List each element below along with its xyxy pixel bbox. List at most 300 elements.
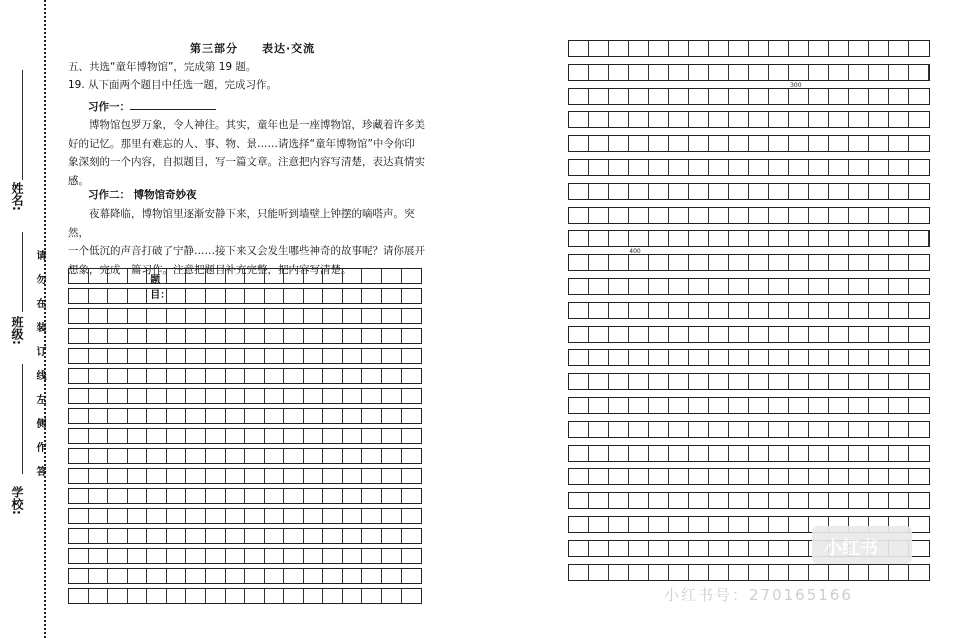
grid-cell: [729, 327, 749, 342]
grid-cell: [89, 489, 109, 503]
grid-cell: [186, 269, 206, 283]
grid-cell: [362, 309, 382, 323]
grid-cell: [343, 489, 363, 503]
grid-cell: [629, 279, 649, 294]
grid-cell: [108, 369, 128, 383]
grid-cell: [589, 231, 609, 246]
grid-cell: [265, 569, 285, 583]
grid-cell: [649, 208, 669, 223]
grid-cell: [589, 208, 609, 223]
grid-cell: [889, 422, 909, 437]
grid-cell: [669, 279, 689, 294]
grid-cell: [729, 255, 749, 270]
grid-cell: [167, 589, 187, 603]
grid-cell: [669, 565, 689, 580]
task1-line: 博物馆包罗万象，令人神往。其实，童年也是一座博物馆，珍藏着许多美: [89, 119, 425, 131]
grid-cell: [304, 589, 324, 603]
grid-cell: [128, 509, 148, 523]
grid-cell: [649, 446, 669, 461]
grid-cell: [809, 89, 829, 104]
grid-row: [568, 492, 930, 509]
grid-cell: [69, 549, 89, 563]
grid-cell: [689, 136, 709, 151]
grid-cell: [649, 469, 669, 484]
question-19: 19. 从下面两个题目中任选一题，完成习作。: [68, 79, 278, 91]
grid-cell: [402, 369, 422, 383]
grid-cell: [769, 303, 789, 318]
grid-cell: [909, 231, 929, 246]
grid-cell: [69, 589, 89, 603]
grid-row: [68, 348, 422, 364]
grid-cell: [909, 469, 929, 484]
grid-cell: [669, 184, 689, 199]
grid-cell: [323, 489, 343, 503]
grid-cell: [362, 589, 382, 603]
grid-cell: [147, 269, 171, 301]
grid-cell: [402, 429, 422, 443]
grid-cell: [649, 374, 669, 389]
grid-cell: [709, 184, 729, 199]
grid-cell: [89, 549, 109, 563]
grid-cell: [265, 549, 285, 563]
grid-cell: [789, 327, 809, 342]
grid-cell: [128, 409, 148, 423]
grid-cell: [909, 160, 929, 175]
grid-row: [568, 326, 930, 343]
grid-cell: [909, 493, 929, 508]
grid-cell: [669, 208, 689, 223]
grid-cell: [589, 350, 609, 365]
grid-cell: [809, 208, 829, 223]
grid-cell: [649, 422, 669, 437]
grid-cell: [206, 389, 226, 403]
grid-cell: [729, 112, 749, 127]
grid-row: [568, 468, 930, 485]
grid-cell: [669, 65, 689, 80]
grid-cell: [362, 509, 382, 523]
grid-cell: [629, 136, 649, 151]
task1-line: 好的记忆。那里有难忘的人、事、物、景……请选择“童年博物馆”中令你印: [68, 137, 415, 150]
grid-cell: [649, 160, 669, 175]
grid-cell: [769, 446, 789, 461]
grid-cell: [809, 374, 829, 389]
task2-heading: [88, 186, 197, 204]
grid-cell: [749, 255, 769, 270]
grid-cell: [89, 269, 109, 283]
grid-cell: [69, 409, 89, 423]
grid-cell: [89, 429, 109, 443]
grid-cell: [589, 112, 609, 127]
grid-cell: [729, 41, 749, 56]
grid-cell: [167, 369, 187, 383]
grid-cell: [689, 469, 709, 484]
grid-cell: [829, 303, 849, 318]
grid-cell: [186, 569, 206, 583]
grid-cell: [304, 269, 324, 283]
grid-cell: [709, 493, 729, 508]
grid-cell: [609, 541, 629, 556]
grid-cell: [265, 309, 285, 323]
grid-cell: [769, 160, 789, 175]
task2-line: 夜幕降临，博物馆里逐渐安静下来，只能听到墙壁上钟摆的嘀嗒声。突然，: [68, 208, 415, 239]
grid-cell: [789, 112, 809, 127]
grid-cell: [829, 231, 849, 246]
grid-cell: [245, 549, 265, 563]
grid-cell: [569, 541, 589, 556]
name-underline: [22, 70, 23, 180]
grid-cell: [689, 160, 709, 175]
grid-cell: [689, 398, 709, 413]
grid-cell: [167, 409, 187, 423]
grid-cell: [323, 469, 343, 483]
grid-cell: [108, 529, 128, 543]
name-label: 姓名:: [10, 182, 24, 211]
grid-cell: [108, 289, 128, 303]
grid-cell: [869, 208, 889, 223]
binding-notice: 请勿在装订线左侧作答: [34, 250, 45, 490]
grid-cell: [769, 517, 789, 532]
grid-cell: [167, 349, 187, 363]
school-label: 学校:: [10, 486, 24, 515]
grid-cell: [226, 289, 246, 303]
grid-cell: [304, 349, 324, 363]
grid-cell: [89, 449, 109, 463]
grid-cell: [284, 389, 304, 403]
grid-cell: [789, 517, 809, 532]
grid-cell: [869, 160, 889, 175]
grid-cell: [186, 289, 206, 303]
grid-cell: [284, 349, 304, 363]
grid-cell: [304, 549, 324, 563]
grid-cell: [729, 231, 749, 246]
grid-cell: [569, 350, 589, 365]
grid-cell: [789, 160, 809, 175]
grid-cell: [649, 65, 669, 80]
grid-cell: [402, 269, 422, 283]
grid-cell: [362, 389, 382, 403]
grid-cell: [669, 303, 689, 318]
grid-cell: [869, 327, 889, 342]
grid-cell: [245, 469, 265, 483]
grid-cell: [343, 389, 363, 403]
grid-cell: [669, 374, 689, 389]
grid-cell: [108, 589, 128, 603]
grid-cell: [829, 65, 849, 80]
class-label: 班级:: [10, 316, 24, 345]
grid-row: [68, 528, 422, 544]
grid-cell: [669, 255, 689, 270]
grid-cell: [609, 184, 629, 199]
grid-cell: [809, 303, 829, 318]
grid-cell: [889, 398, 909, 413]
grid-cell: [589, 89, 609, 104]
grid-cell: [829, 565, 849, 580]
grid-cell: [869, 374, 889, 389]
grid-cell: [108, 389, 128, 403]
grid-cell: [89, 369, 109, 383]
grid-cell: [343, 589, 363, 603]
grid-cell: [889, 65, 909, 80]
grid-cell: [889, 112, 909, 127]
task1-label: 习作一：: [88, 101, 130, 113]
grid-cell: [167, 509, 187, 523]
task2-title: 博物馆奇妙夜: [133, 189, 197, 201]
grid-cell: [749, 184, 769, 199]
grid-cell: [589, 374, 609, 389]
grid-cell: [108, 329, 128, 343]
grid-row: [68, 268, 422, 301]
grid-cell: [669, 398, 689, 413]
grid-cell: [245, 489, 265, 503]
grid-cell: [749, 279, 769, 294]
grid-cell: [789, 422, 809, 437]
grid-cell: [909, 255, 929, 270]
grid-row: [68, 548, 422, 564]
grid-cell: [589, 517, 609, 532]
grid-row: [568, 421, 930, 438]
grid-cell: [669, 112, 689, 127]
grid-cell: [343, 509, 363, 523]
grid-cell: [167, 429, 187, 443]
grid-cell: [569, 65, 589, 80]
grid-cell: [382, 389, 402, 403]
grid-cell: [589, 398, 609, 413]
grid-cell: [829, 184, 849, 199]
grid-cell: [709, 374, 729, 389]
grid-cell: [147, 589, 167, 603]
grid-cell: [569, 255, 589, 270]
grid-cell: [402, 529, 422, 543]
grid-cell: [186, 489, 206, 503]
grid-cell: [589, 279, 609, 294]
grid-cell: [609, 208, 629, 223]
grid-cell: [689, 41, 709, 56]
grid-cell: [729, 65, 749, 80]
grid-cell: [909, 565, 929, 580]
grid-cell: [769, 565, 789, 580]
grid-cell: [589, 469, 609, 484]
grid-cell: [609, 65, 629, 80]
grid-cell: [889, 493, 909, 508]
grid-cell: [729, 350, 749, 365]
grid-cell: [829, 208, 849, 223]
grid-cell: [689, 112, 709, 127]
grid-cell: [689, 374, 709, 389]
grid-cell: [749, 350, 769, 365]
grid-cell: [689, 255, 709, 270]
grid-cell: [769, 41, 789, 56]
task1-heading: [88, 98, 216, 116]
grid-cell: [789, 89, 809, 104]
grid-cell: [284, 449, 304, 463]
grid-cell: [569, 493, 589, 508]
grid-cell: [789, 493, 809, 508]
grid-cell: [89, 309, 109, 323]
grid-cell: [769, 112, 789, 127]
grid-cell: [649, 303, 669, 318]
grid-cell: [809, 112, 829, 127]
grid-cell: [569, 374, 589, 389]
grid-cell: [147, 549, 167, 563]
grid-cell: [362, 549, 382, 563]
grid-cell: [186, 329, 206, 343]
grid-cell: [889, 41, 909, 56]
grid-cell: [749, 303, 769, 318]
grid-cell: [869, 184, 889, 199]
grid-cell: [909, 89, 929, 104]
grid-cell: [869, 41, 889, 56]
grid-row: [568, 88, 930, 105]
grid-cell: [829, 398, 849, 413]
grid-cell: [809, 422, 829, 437]
grid-cell: [323, 269, 343, 283]
grid-row: [568, 111, 930, 128]
grid-cell: [629, 208, 649, 223]
grid-cell: [323, 509, 343, 523]
grid-cell: [265, 369, 285, 383]
grid-cell: [569, 469, 589, 484]
grid-cell: [729, 160, 749, 175]
grid-cell: [609, 422, 629, 437]
grid-cell: [108, 349, 128, 363]
grid-cell: [362, 269, 382, 283]
grid-cell: [649, 184, 669, 199]
grid-cell: [829, 112, 849, 127]
grid-cell: [147, 509, 167, 523]
grid-cell: [304, 449, 324, 463]
grid-cell: [589, 255, 609, 270]
grid-cell: [869, 565, 889, 580]
grid-cell: [689, 184, 709, 199]
grid-cell: [889, 136, 909, 151]
grid-cell: [589, 422, 609, 437]
grid-cell: [869, 303, 889, 318]
grid-cell: [849, 422, 869, 437]
grid-cell: [769, 422, 789, 437]
grid-cell: [167, 389, 187, 403]
grid-cell: [206, 469, 226, 483]
grid-cell: [849, 565, 869, 580]
grid-cell: [206, 589, 226, 603]
grid-row: [568, 397, 930, 414]
grid-cell: [749, 469, 769, 484]
school-underline: [22, 364, 23, 474]
grid-cell: [206, 309, 226, 323]
grid-cell: [108, 429, 128, 443]
grid-cell: [689, 327, 709, 342]
grid-row: [68, 508, 422, 524]
grid-cell: [689, 541, 709, 556]
grid-cell: [609, 446, 629, 461]
grid-cell: [569, 112, 589, 127]
grid-cell: [689, 231, 709, 246]
grid-cell: [849, 374, 869, 389]
grid-cell: [265, 509, 285, 523]
grid-cell: [167, 309, 187, 323]
grid-cell: [382, 449, 402, 463]
grid-cell: [402, 329, 422, 343]
grid-cell: [186, 389, 206, 403]
grid-row: [568, 40, 930, 57]
grid-cell: [829, 136, 849, 151]
grid-cell: [343, 469, 363, 483]
grid-cell: [629, 350, 649, 365]
grid-row: [68, 368, 422, 384]
grid-cell: [186, 469, 206, 483]
grid-cell: [609, 255, 629, 270]
grid-cell: [89, 529, 109, 543]
grid-cell: [889, 446, 909, 461]
grid-cell: [729, 303, 749, 318]
grid-cell: [186, 409, 206, 423]
grid-cell: [629, 517, 649, 532]
grid-cell: [609, 41, 629, 56]
grid-cell: [629, 469, 649, 484]
question-group: 五、共选“童年博物馆”，完成第 19 题。: [68, 61, 257, 73]
grid-cell: [669, 493, 689, 508]
grid-cell: [789, 374, 809, 389]
grid-cell: [382, 469, 402, 483]
grid-cell: [89, 389, 109, 403]
grid-cell: [245, 369, 265, 383]
grid-cell: [128, 529, 148, 543]
grid-cell: [382, 349, 402, 363]
grid-cell: [402, 549, 422, 563]
grid-cell: [729, 517, 749, 532]
grid-cell: [206, 269, 226, 283]
grid-cell: [709, 89, 729, 104]
grid-cell: [849, 231, 869, 246]
grid-cell: [304, 469, 324, 483]
grid-cell: [729, 208, 749, 223]
grid-cell: [265, 269, 285, 283]
grid-cell: [382, 509, 402, 523]
grid-cell: [265, 389, 285, 403]
grid-cell: [689, 422, 709, 437]
grid-cell: [589, 65, 609, 80]
grid-cell: [709, 65, 729, 80]
grid-cell: [749, 517, 769, 532]
grid-cell: [809, 231, 829, 246]
grid-cell: [749, 327, 769, 342]
grid-cell: [89, 349, 109, 363]
grid-cell: [829, 422, 849, 437]
grid-cell: [89, 469, 109, 483]
grid-cell: [849, 208, 869, 223]
grid-row: [68, 588, 422, 604]
grid-cell: [909, 517, 929, 532]
grid-cell: [709, 136, 729, 151]
grid-row: [68, 408, 422, 424]
grid-cell: [709, 565, 729, 580]
grid-cell: [629, 231, 649, 246]
grid-cell: [284, 549, 304, 563]
grid-cell: [649, 565, 669, 580]
grid-cell: [849, 446, 869, 461]
grid-cell: [304, 389, 324, 403]
grid-cell: [709, 41, 729, 56]
grid-cell: [226, 369, 246, 383]
grid-cell: [265, 489, 285, 503]
grid-cell: [284, 489, 304, 503]
grid-cell: [709, 303, 729, 318]
grid-cell: [265, 529, 285, 543]
grid-cell: [245, 289, 265, 303]
grid-cell: [108, 469, 128, 483]
grid-cell: [128, 569, 148, 583]
writing-grid-right: [568, 40, 930, 587]
grid-cell: [769, 231, 789, 246]
